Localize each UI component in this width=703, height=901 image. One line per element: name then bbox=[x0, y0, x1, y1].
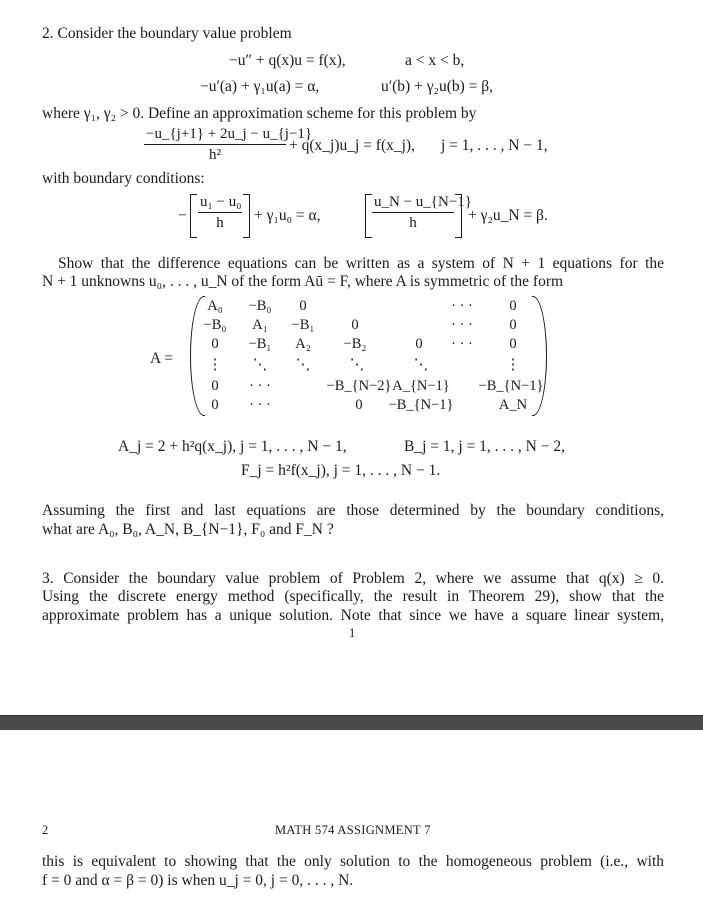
bc2-fraction bbox=[372, 194, 472, 232]
bc2-numerator: u_N − u_{N−1} bbox=[374, 194, 472, 210]
matrix-cell: 0 bbox=[211, 336, 219, 352]
fj-definition: F_j = h²f(x_j), j = 1, . . . , N − 1. bbox=[241, 462, 441, 479]
matrix-cell: A₂ bbox=[295, 336, 311, 352]
page-2 bbox=[0, 730, 703, 901]
fraction-bar bbox=[198, 212, 242, 213]
matrix-label: A = bbox=[150, 350, 173, 367]
matrix-cell: A₀ bbox=[207, 298, 223, 314]
matrix-cell: A₁ bbox=[252, 317, 268, 333]
matrix-cell: A_{N−1} bbox=[392, 378, 450, 394]
right-bracket bbox=[455, 194, 462, 238]
matrix-cell: ⋮ bbox=[207, 357, 223, 373]
matrix-cell: −B₁ bbox=[248, 336, 272, 352]
ode-equation: −u″ + q(x)u = f(x), bbox=[229, 52, 346, 69]
fraction-bar bbox=[144, 144, 286, 145]
scheme-rest: + q(x_j)u_j = f(x_j), bbox=[289, 137, 415, 154]
fraction-bar bbox=[372, 212, 454, 213]
matrix-cell: 0 bbox=[415, 336, 423, 352]
matrix-cell: 0 bbox=[509, 298, 517, 314]
aj-definition: A_j = 2 + h²q(x_j), j = 1, . . . , N − 1, bbox=[118, 438, 347, 455]
problem-3-line-1: 3. Consider the boundary value problem of Problem 2, where we assume that q(x) ≥ 0. bbox=[42, 570, 664, 587]
matrix-cell: 0 bbox=[509, 336, 517, 352]
matrix-cell: · · · bbox=[451, 317, 473, 333]
matrix-cell: 0 bbox=[509, 317, 517, 333]
scheme-numerator: −u_{j+1} + 2u_j − u_{j−1} bbox=[146, 126, 313, 142]
matrix-cell: −B_{N−1} bbox=[478, 378, 544, 394]
bc2-rest: + γ₂u_N = β. bbox=[468, 207, 548, 224]
matrix-cell: · · · bbox=[249, 378, 271, 394]
bc1-rest: + γ₁u₀ = α, bbox=[254, 207, 321, 224]
left-paren bbox=[190, 296, 205, 416]
matrix-cell: 0 bbox=[299, 298, 307, 314]
bc-intro: with boundary conditions: bbox=[42, 170, 205, 187]
matrix-cell: · · · bbox=[249, 397, 271, 413]
problem-3-line-2: Using the discrete energy method (specifically, the result in Theorem 29), show that the bbox=[42, 588, 664, 605]
bc2-denominator: h bbox=[409, 215, 417, 231]
page-number: 1 bbox=[349, 626, 356, 640]
problem-3-line-3: approximate problem has a unique solution. Note that since we have a square linear system, bbox=[42, 607, 664, 624]
left-boundary-condition: −u′(a) + γ₁u(a) = α, bbox=[200, 78, 320, 95]
right-boundary-condition: u′(b) + γ₂u(b) = β, bbox=[381, 78, 494, 95]
right-bracket bbox=[243, 194, 250, 238]
matrix-cell: −B₀ bbox=[203, 317, 227, 333]
scheme-denominator: h² bbox=[209, 147, 221, 163]
matrix-cell: 0 bbox=[211, 397, 219, 413]
scheme-range: j = 1, . . . , N − 1, bbox=[441, 137, 548, 154]
bc1-numerator: u₁ − u₀ bbox=[200, 194, 242, 210]
left-bracket bbox=[365, 194, 372, 238]
bc1-denominator: h bbox=[216, 215, 224, 231]
matrix-cell: −B_{N−1} bbox=[388, 397, 454, 413]
matrix-cell: · · · bbox=[451, 336, 473, 352]
ode-domain: a < x < b, bbox=[405, 52, 465, 69]
page-number: 2 bbox=[42, 823, 49, 837]
left-bracket bbox=[190, 194, 197, 238]
matrix-cell: A_N bbox=[498, 397, 528, 413]
matrix-cell: ⋱ bbox=[252, 357, 268, 373]
matrix-cell: −B₂ bbox=[343, 336, 367, 352]
right-paren bbox=[532, 296, 547, 416]
bj-definition: B_j = 1, j = 1, . . . , N − 2, bbox=[404, 438, 565, 455]
matrix-cell: ⋮ bbox=[505, 357, 521, 373]
matrix-cell: 0 bbox=[355, 397, 363, 413]
bc1-fraction bbox=[198, 194, 242, 232]
assume-line-1: Assuming the first and last equations are those determined by the boundary conditions, bbox=[42, 502, 664, 519]
problem-2-intro: 2. Consider the boundary value problem bbox=[42, 25, 292, 42]
show-line-2: N + 1 unknowns u₀, . . . , u_N of the form Aū = F, where A is symmetric of the form bbox=[42, 273, 564, 290]
matrix-cell: ⋱ bbox=[349, 357, 365, 373]
page-separator bbox=[0, 715, 703, 731]
show-line-1: Show that the difference equations can be written as a system of N + 1 equations for the bbox=[58, 255, 664, 272]
matrix-cell: ⋱ bbox=[413, 357, 429, 373]
matrix-cell: ⋱ bbox=[295, 357, 311, 373]
matrix-cell: 0 bbox=[211, 378, 219, 394]
assume-line-2: what are A₀, B₀, A_N, B_{N−1}, F₀ and F_N ? bbox=[42, 521, 334, 538]
where-line: where γ₁, γ₂ > 0. Define an approximation scheme for this problem by bbox=[42, 105, 477, 122]
matrix-cell: · · · bbox=[451, 298, 473, 314]
page-2-line-2: f = 0 and α = β = 0) is when u_j = 0, j = 0, . . . , N. bbox=[42, 872, 354, 889]
matrix-cell: −B₀ bbox=[248, 298, 272, 314]
scheme-fraction bbox=[144, 126, 313, 164]
matrix-cell: 0 bbox=[351, 317, 359, 333]
bc1-minus: − bbox=[178, 207, 187, 224]
running-header: MATH 574 ASSIGNMENT 7 bbox=[275, 823, 431, 837]
page-2-line-1: this is equivalent to showing that the only solution to the homogeneous problem (i.e., with bbox=[42, 853, 664, 870]
matrix-cell: −B_{N−2} bbox=[326, 378, 392, 394]
matrix-cell: −B₁ bbox=[291, 317, 315, 333]
